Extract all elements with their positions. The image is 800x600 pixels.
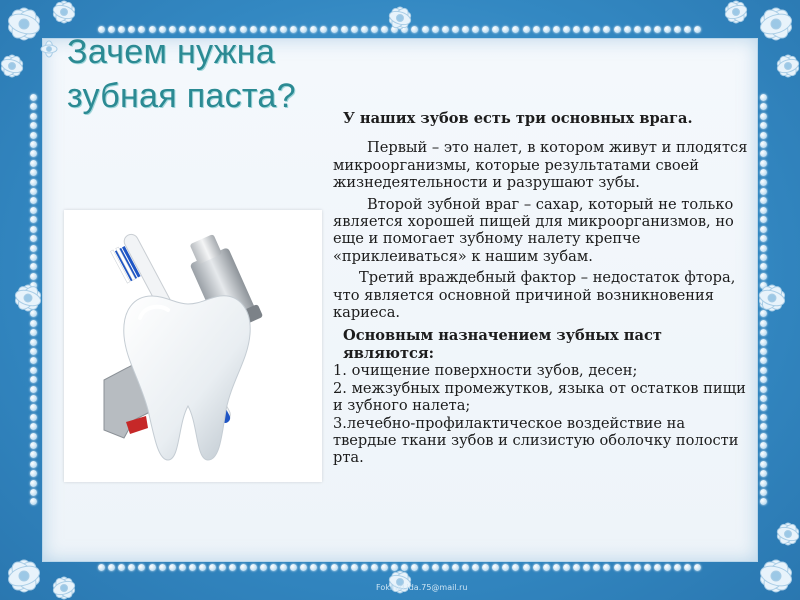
bead-decoration	[118, 564, 125, 571]
bead-decoration	[760, 150, 767, 157]
bead-decoration	[300, 564, 307, 571]
bead-decoration	[644, 564, 651, 571]
bead-decoration	[30, 470, 37, 477]
bead-decoration	[760, 254, 767, 261]
bead-decoration	[30, 113, 37, 120]
bead-decoration	[30, 245, 37, 252]
slide-body	[333, 110, 753, 467]
bead-decoration	[664, 26, 671, 33]
bead-decoration	[593, 26, 600, 33]
bead-decoration	[361, 26, 368, 33]
bead-decoration	[260, 564, 267, 571]
bead-decoration	[654, 564, 661, 571]
bead-decoration	[760, 132, 767, 139]
flower-corner-ornament-icon	[0, 496, 104, 600]
bead-decoration	[30, 442, 37, 449]
bead-decoration	[760, 376, 767, 383]
intro-text: У наших зубов есть три основных врага.	[343, 110, 693, 127]
bead-decoration	[472, 26, 479, 33]
bead-decoration	[502, 564, 509, 571]
bead-decoration	[462, 564, 469, 571]
bead-decoration	[30, 235, 37, 242]
slide-title: Зачем нужна зубная паста?	[67, 33, 296, 115]
bead-decoration	[684, 564, 691, 571]
bead-decoration	[128, 564, 135, 571]
bead-decoration	[30, 216, 37, 223]
list-item: 2. межзубных промежутков, языка от остатков пищи и зубного налета;	[333, 379, 746, 415]
author-watermark: FokinaLida.75@mail.ru	[376, 583, 468, 592]
bead-decoration	[30, 207, 37, 214]
bead-decoration	[492, 26, 499, 33]
bead-decoration	[361, 564, 368, 571]
bead-decoration	[290, 564, 297, 571]
bead-decoration	[760, 235, 767, 242]
bead-decoration	[30, 339, 37, 346]
bead-decoration	[512, 26, 519, 33]
bead-decoration	[351, 26, 358, 33]
bead-decoration	[760, 367, 767, 374]
bead-decoration	[30, 160, 37, 167]
bead-decoration	[199, 564, 206, 571]
bead-decoration	[30, 404, 37, 411]
bead-decoration	[684, 26, 691, 33]
bead-decoration	[229, 564, 236, 571]
bead-decoration	[760, 103, 767, 110]
bead-decoration	[482, 564, 489, 571]
bead-decoration	[30, 367, 37, 374]
bead-decoration	[452, 26, 459, 33]
bead-decoration	[149, 564, 156, 571]
bead-decoration	[219, 564, 226, 571]
bead-decoration	[573, 26, 580, 33]
purpose-heading: Основным назначением зубных паст являются:	[343, 327, 662, 362]
bead-decoration	[553, 26, 560, 33]
bead-decoration	[30, 179, 37, 186]
bead-decoration	[760, 197, 767, 204]
bead-decoration	[30, 197, 37, 204]
bead-decoration	[760, 329, 767, 336]
bead-decoration	[760, 404, 767, 411]
bead-decoration	[760, 141, 767, 148]
bead-decoration	[760, 122, 767, 129]
bead-decoration	[341, 564, 348, 571]
bead-decoration	[603, 26, 610, 33]
bead-decoration	[760, 470, 767, 477]
bead-decoration	[760, 169, 767, 176]
paragraph-fluoride: Третий враждебный фактор – недостаток фтора, что является основной причиной возникновения кариеса.	[333, 269, 736, 322]
bead-decoration	[654, 26, 661, 33]
bead-decoration	[472, 564, 479, 571]
bead-decoration	[432, 26, 439, 33]
bead-decoration	[760, 357, 767, 364]
bead-decoration	[760, 423, 767, 430]
bead-decoration	[760, 414, 767, 421]
bead-decoration	[452, 564, 459, 571]
bead-decoration	[760, 395, 767, 402]
bead-decoration	[583, 26, 590, 33]
bead-decoration	[169, 564, 176, 571]
bead-decoration	[442, 26, 449, 33]
bead-decoration	[760, 339, 767, 346]
bead-decoration	[30, 451, 37, 458]
bead-decoration	[614, 26, 621, 33]
bead-decoration	[270, 564, 277, 571]
bead-decoration	[624, 26, 631, 33]
bead-decoration	[593, 564, 600, 571]
bead-decoration	[553, 564, 560, 571]
bead-decoration	[30, 150, 37, 157]
bead-decoration	[760, 442, 767, 449]
bead-decoration	[563, 564, 570, 571]
bead-decoration	[760, 207, 767, 214]
bead-decoration	[30, 423, 37, 430]
flower-ornament-icon	[372, 554, 428, 600]
bead-decoration	[310, 564, 317, 571]
bead-decoration	[30, 188, 37, 195]
bead-decoration	[189, 564, 196, 571]
bead-decoration	[30, 103, 37, 110]
bead-decoration	[482, 26, 489, 33]
bead-decoration	[30, 141, 37, 148]
flower-ornament-icon	[0, 270, 56, 326]
bead-decoration	[280, 564, 287, 571]
bead-decoration	[30, 329, 37, 336]
bead-decoration	[512, 564, 519, 571]
bead-decoration	[634, 26, 641, 33]
list-item: 1. очищение поверхности зубов, десен;	[333, 362, 638, 380]
bead-decoration	[30, 480, 37, 487]
bead-decoration	[523, 564, 530, 571]
bead-decoration	[760, 433, 767, 440]
bead-decoration	[30, 386, 37, 393]
bead-decoration	[760, 245, 767, 252]
bead-decoration	[30, 433, 37, 440]
bead-decoration	[30, 226, 37, 233]
bead-decoration	[614, 564, 621, 571]
list-item: 3.лечебно-профилактическое воздействие на твердые ткани зубов и слизистую оболочку полости рта.	[333, 414, 739, 467]
bead-decoration	[760, 216, 767, 223]
bead-decoration	[30, 461, 37, 468]
bead-decoration	[209, 564, 216, 571]
bead-decoration	[674, 26, 681, 33]
bead-decoration	[644, 26, 651, 33]
paragraph-sugar: Второй зубной враг – сахар, который не только является хорошей пищей для микроорганизмов, но еще и помогает зубному налету крепче «приклеиваться» к нашим зубам.	[333, 195, 734, 265]
bead-decoration	[760, 489, 767, 496]
bead-decoration	[30, 348, 37, 355]
bead-decoration	[760, 226, 767, 233]
bead-decoration	[320, 564, 327, 571]
bead-decoration	[533, 564, 540, 571]
bead-decoration	[179, 564, 186, 571]
bead-decoration	[634, 564, 641, 571]
bead-decoration	[30, 489, 37, 496]
flower-corner-ornament-icon	[696, 496, 800, 600]
bead-decoration	[159, 564, 166, 571]
bead-decoration	[30, 132, 37, 139]
paragraph-plaque: Первый – это налет, в котором живут и плодятся микроорганизмы, которые результатами своей жизнедеятельности и разрушают зубы.	[333, 139, 748, 192]
bead-decoration	[583, 564, 590, 571]
bead-decoration	[30, 357, 37, 364]
bead-decoration	[760, 160, 767, 167]
bead-decoration	[138, 564, 145, 571]
bead-decoration	[760, 461, 767, 468]
bead-decoration	[664, 564, 671, 571]
tooth-with-toothbrush-and-toothpaste-icon	[64, 210, 322, 482]
bead-decoration	[543, 564, 550, 571]
bead-decoration	[492, 564, 499, 571]
bead-decoration	[331, 564, 338, 571]
bead-decoration	[523, 26, 530, 33]
bead-decoration	[30, 254, 37, 261]
bead-decoration	[30, 414, 37, 421]
tooth-illustration	[64, 210, 322, 482]
bead-decoration	[108, 564, 115, 571]
bead-decoration	[250, 564, 257, 571]
bead-decoration	[30, 169, 37, 176]
bead-decoration	[341, 26, 348, 33]
bead-decoration	[563, 26, 570, 33]
bead-decoration	[543, 26, 550, 33]
bead-decoration	[502, 26, 509, 33]
bead-decoration	[624, 564, 631, 571]
bead-decoration	[760, 348, 767, 355]
bead-decoration	[462, 26, 469, 33]
bead-decoration	[573, 564, 580, 571]
bead-decoration	[30, 395, 37, 402]
bead-decoration	[760, 113, 767, 120]
bead-decoration	[442, 564, 449, 571]
flower-corner-ornament-icon	[696, 0, 800, 104]
flower-ornament-icon	[372, 0, 428, 46]
bead-decoration	[760, 188, 767, 195]
bead-decoration	[331, 26, 338, 33]
bead-decoration	[760, 179, 767, 186]
bead-decoration	[351, 564, 358, 571]
bead-decoration	[760, 451, 767, 458]
bead-decoration	[432, 564, 439, 571]
bead-decoration	[674, 564, 681, 571]
bead-decoration	[760, 386, 767, 393]
bead-decoration	[30, 122, 37, 129]
bead-decoration	[603, 564, 610, 571]
bead-decoration	[30, 376, 37, 383]
bead-decoration	[240, 564, 247, 571]
bead-decoration	[533, 26, 540, 33]
bead-decoration	[760, 480, 767, 487]
